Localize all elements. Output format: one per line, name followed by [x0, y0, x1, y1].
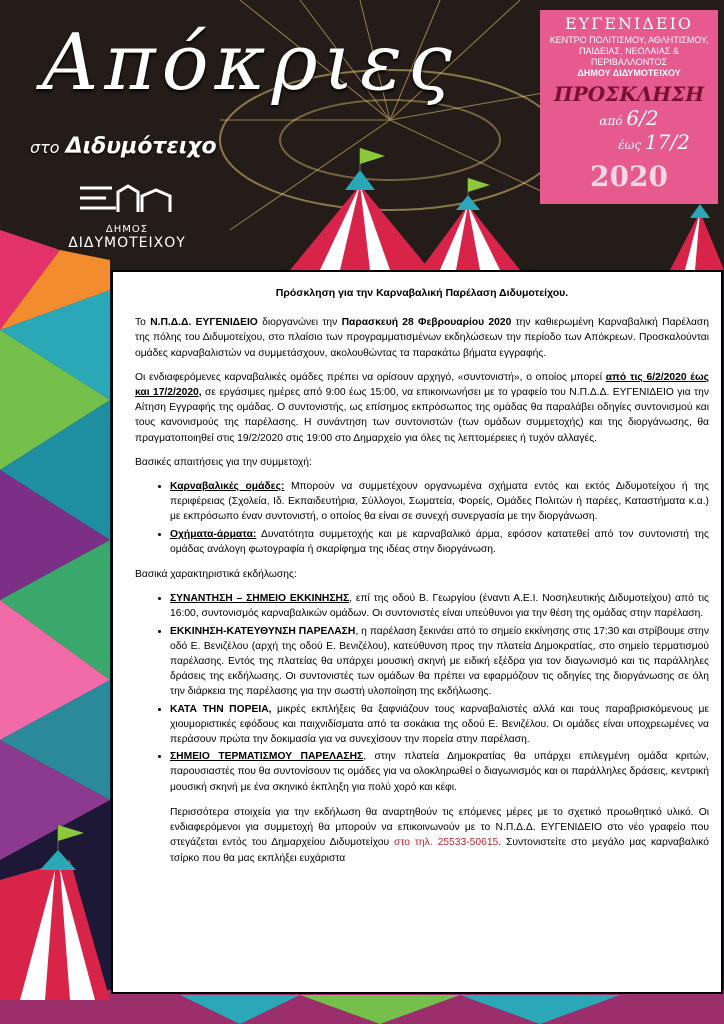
list-item	[170, 702, 709, 748]
list-item	[170, 591, 709, 621]
list-item	[170, 624, 709, 700]
item-label: ΕΚΚΙΝΗΣΗ-ΚΑΤΕΥΘΥΝΣΗ ΠΑΡΕΛΑΣΗ	[170, 625, 356, 637]
event-date: Παρασκευή 28 Φεβρουαρίου 2020	[341, 317, 512, 329]
item-text: , επί της οδού Β. Γεωργίου (έναντι Α.Ε.Ι. Νοσηλευτικής Διδυμοτείχου) από τις 16:00, συντονισμός καρναβαλικών ομάδων. Οι συντονιστές είναι υπεύθυνοι για την θέση της ομάδας στην παρέλαση.	[170, 593, 709, 620]
registration-period: από τις 6/2/2020 έως και 17/2/2020,	[135, 371, 709, 399]
text: την καθιερωμένη Καρναβαλική Παρέλαση της πόλης του Διδυμοτείχου, στο πλαίσιο των προγραμματισμένων εκδηλώσεων την περίοδο των Απόκρεων. Προσκαλούνται ομάδες καρναβαλιστών να συμμετάσχουν, ακολουθώντας τα παρακάτω βήματα εγγραφής.	[135, 317, 710, 359]
requirements-heading: Βασικές απαιτήσεις για την συμμετοχή:	[135, 456, 312, 468]
item-text: μικρές εκπλήξεις θα ξαφνιάζουν τους καρναβαλιστές αλλά και τους παραβρισκόμενους με χιουμοριστικές εφόδους και παιχνιδίσματα από τα σοκάκια της οδού Ε. Βενιζέλου. Οι ομάδες είναι υποχρεωμένες να περάσουν πρώτα την δοκιμασία για να συνεχίσουν την πορεία στην παρέλαση.	[170, 703, 710, 746]
features-list	[135, 591, 709, 795]
org-name: ΕΥΓΕΝΙΔΕΙΟ	[564, 14, 693, 33]
invitation-box	[540, 10, 718, 204]
municipality-logo	[64, 182, 190, 251]
item-label: ΚΑΤΑ ΤΗΝ ΠΟΡΕΙΑ,	[170, 703, 272, 715]
list-item	[170, 479, 709, 525]
text: . Συντονιστείτε στο μεγάλο μας καρναβαλικό τσίρκο που θα μας εκπλήξει ευχάριστα	[170, 837, 709, 864]
item-text: Μπορούν να συμμετέχουν οργανωμένα σχήματα εντός και εκτός Διδυμοτείχου ή της περιφέρειας (Σχολεία, Ιδ. Εκπαιδευτήρια, Σύλλογοι, Σωματεία, Φορείς, Ομάδες Πολιτών ή παρέες, Καταστήματα κ.α.) με εκπρόσωπο έναν συντονιστή, ο οποίος θα είναι σε συνεχή συνεργασία με την διοργάνωση.	[170, 481, 709, 523]
text: Το	[135, 317, 151, 329]
item-label: ΣΗΜΕΙΟ ΤΕΡΜΑΤΙΣΜΟΥ ΠΑΡΕΛΑΣΗΣ	[170, 751, 364, 763]
from-date: 6/2	[626, 106, 659, 130]
text: σε εργάσιμες ημέρες από 9:00 έως 15:00, να επικοινωνήσει με το γραφείο του Ν.Π.Δ.Δ. ΕΥΓΕΝΙΔΕΙΟ για την Αίτηση Εγγραφής της ομάδας. Ο συντονιστής, ως επίσημος εκπρόσωπος της ομάδας θα παραλάβει οδηγίες συντονισμού και τους κανονισμούς της παρέλασης. Η συνάντηση των συντονιστών (των ομάδων συμμετοχής) και της διοργάνωσης, θα πραγματοποιηθεί στις 19/2/2020 στις 19:00 στο Δημαρχείο για όλες τις λεπτομέρειες ή τυχόν αλλαγές.	[135, 387, 709, 444]
to-word: έως	[618, 138, 642, 152]
text: Περισσότερα στοιχεία για την εκδήλωση θα αναρτηθούν τις επόμενες μέρες με το σχετικό προωθητικό υλικό. Οι ενδιαφερόμενοι για συμμετοχή θα μπορούν να επικοινωνούν με το Ν.Π.Δ.Δ. ΕΥΓΕΝΙΔΕΙΟ στο νέο γραφείο που στεγάζεται εντός του Δημαρχείου Διδυμοτείχου	[170, 806, 709, 849]
item-label: ΣΥΝΑΝΤΗΣΗ – ΣΗΜΕΙΟ ΕΚΚΙΝΗΣΗΣ	[170, 593, 350, 605]
item-text: , η παρέλαση ξεκινάει από το σημείο εκκίνησης στις 17:30 και στρίβουμε στην οδό Ε. Βενιζέλου (αρχή της οδού Ε. Βενιζέλου), κατεύθυνση προς την πλατεία Δημοκρατίας, στο σημείο τερματισμού παρέλασης. Εντός της πλατείας θα υπάρχει μουσική σκηνή με ειδική εξέδρα για τον διαγωνισμό και τις παράλληλες δράσεις της εκδήλωσης. Οι συντονιστές των ομάδων θα πρέπει να εφαρμόζουν τις οδηγίες της διοργάνωσης σε όλη την διάρκεια της παρέλασης για την σωστή υλοποίηση της εκδήλωσης.	[170, 625, 710, 698]
text: Οι ενδιαφερόμενες καρναβαλικές ομάδες πρέπει να ορίσουν αρχηγό, «συντονιστή», ο οποίος μπορεί	[135, 371, 606, 383]
logo-line2: ΔΙΔΥΜΟΤΕΙΧΟΥ	[68, 235, 186, 251]
item-text: Δυνατότητα συμμετοχής και με καρναβαλικό άρμα, εφόσον κατατεθεί από τον συντονιστή της ομάδας ανάλογη φωτογραφία ή σκαρίφημα της ιδέας στην διοργάνωση.	[170, 528, 709, 555]
logo-line1: ΔΗΜΟΣ	[105, 224, 149, 235]
list-item	[170, 527, 709, 557]
item-label: Καρναβαλικές ομάδες:	[170, 481, 285, 493]
document-title: Πρόσκληση για την Καρναβαλική Παρέλαση Διδυμοτείχου.	[275, 287, 569, 299]
item-label: Οχήματα-άρματα:	[170, 528, 257, 540]
subtitle-city: Διδυμότειχο	[65, 134, 217, 159]
org-municipality: ΔΗΜΟΥ ΔΙΔΥΜΟΤΕΙΧΟΥ	[577, 68, 681, 78]
paragraph-registration	[135, 370, 709, 446]
list-item	[170, 749, 709, 795]
invitation-document	[111, 270, 723, 994]
invitation-heading: ΠΡΟΣΚΛΗΣΗ	[553, 82, 705, 106]
to-date: 17/2	[644, 130, 690, 154]
org-bold: Ν.Π.Δ.Δ. ΕΥΓΕΝΙΔΕΙΟ	[150, 317, 258, 329]
subtitle-prefix: στο	[30, 138, 60, 157]
text: διοργανώνει την	[257, 317, 342, 329]
features-heading: Βασικά χαρακτηριστικά εκδήλωσης:	[135, 569, 297, 581]
phone-number: στο τηλ. 25533-50615	[393, 837, 499, 849]
header-title: Απόκριες	[42, 18, 458, 108]
castle-logo-icon	[72, 182, 182, 216]
paragraph-intro	[135, 315, 709, 361]
header-subtitle	[30, 134, 217, 159]
requirements-list	[135, 479, 709, 557]
date-from	[540, 106, 718, 130]
closing-paragraph	[135, 805, 709, 866]
from-word: από	[599, 114, 623, 128]
org-description: ΚΕΝΤΡΟ ΠΟΛΙΤΙΣΜΟΥ, ΑΘΛΗΤΙΣΜΟΥ, ΠΑΙΔΕΙΑΣ, ΝΕΟΛΑΙΑΣ & ΠΕΡΙΒΑΛΛΟΝΤΟΣ	[549, 35, 709, 67]
year: 2020	[590, 160, 668, 193]
date-to	[540, 130, 718, 154]
item-text: , στην πλατεία Δημοκρατίας θα υπάρχει επιλεγμένη ομάδα κριτών, παρουσιαστές που θα συντονίσουν τις ομάδες για να ολοκληρωθεί ο διαγωνισμός και οι παράλληλες δράσεις, κεντρική μουσική σκηνή με ένα σκηνικό έκπληξη για πολύ χορό και κέφι.	[170, 751, 710, 793]
